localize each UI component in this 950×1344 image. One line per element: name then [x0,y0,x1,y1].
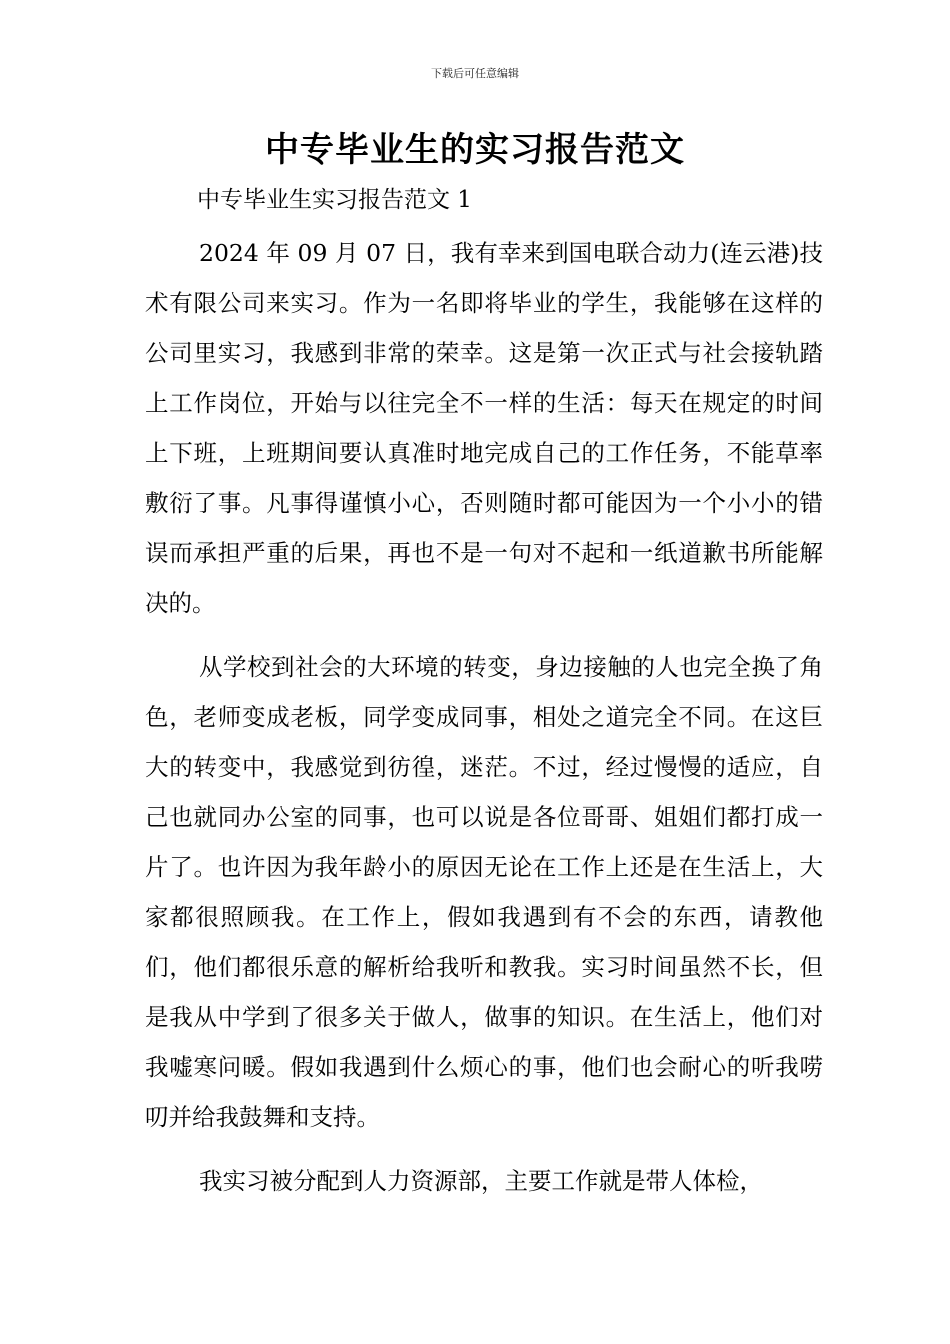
paragraph-3: 我实习被分配到人力资源部，主要工作就是带人体检， [199,1167,763,1195]
section-subtitle: 中专毕业生实习报告范文 1 [197,187,472,213]
document-title: 中专毕业生的实习报告范文 [265,130,685,170]
paragraph-2: 从学校到社会的大环境的转变，身边接触的人也完全换了角色，老师变成老板，同学变成同事，相处之道完全不同。在这巨大的转变中，我感觉到彷徨，迷茫。不过，经过慢慢的适应，自己也就同办公室的同事，也可以说是各位哥哥、姐姐们都打成一片了。也许因为我年龄小的原因无论在工作上还是在生活上，大家都很照顾我。在工作上，假如我遇到有不会的东西，请教他们，他们都很乐意的解析给我听和教我。实习时间虽然不长，但是我从中学到了很多关于做人，做事的知识。在生活上，他们对我嘘寒问暖。假如我遇到什么烦心的事，他们也会耐心的听我唠叨并给我鼓舞和支持。 [145,653,823,1131]
header-note: 下载后可任意编辑 [431,67,519,80]
paragraph-1: 2024 年 09 月 07 日，我有幸来到国电联合动力(连云港)技术有限公司来实习。作为一名即将毕业的学生，我能够在这样的公司里实习，我感到非常的荣幸。这是第一次正式与社会接轨踏上工作岗位，开始与以往完全不一样的生活：每天在规定的时间上下班，上班期间要认真准时地完成自己的工作任务，不能草率敷衍了事。凡事得谨慎小心，否则随时都可能因为一个小小的错误而承担严重的后果，再也不是一句对不起和一纸道歉书所能解决的。 [145,239,823,617]
document-body [145,180,823,1206]
